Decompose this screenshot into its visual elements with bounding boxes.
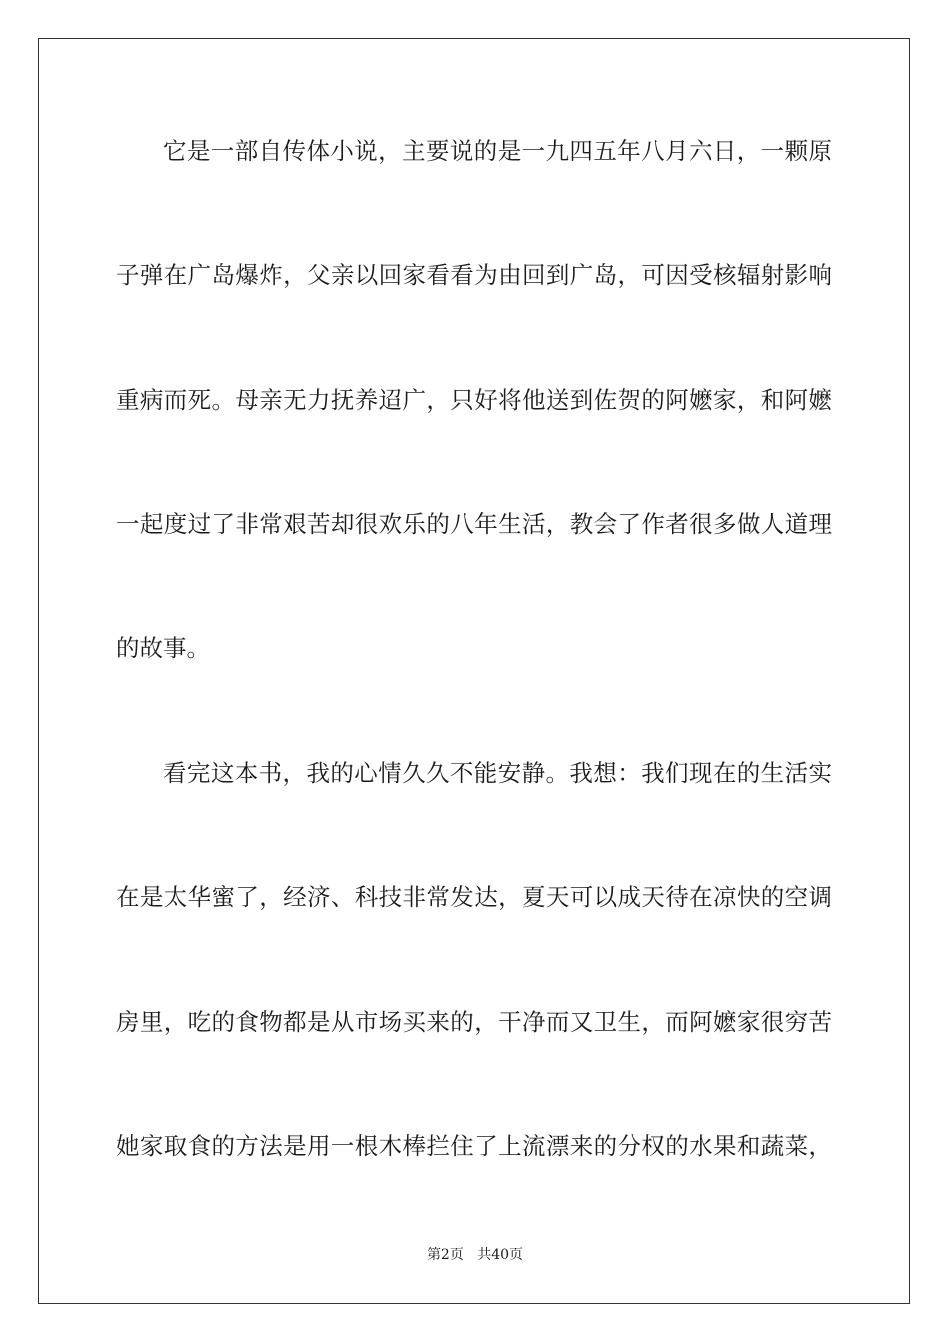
paragraph-2-line-1: 看完这本书，我的心情久久不能安静。我想：我们现在的生活实 — [163, 759, 832, 787]
page-number: 第2页 — [426, 1247, 464, 1263]
paragraph-2-line-3: 房里，吃的食物都是从市场买来的，干净而又卫生，而阿嬷家很穷苦 — [116, 1008, 832, 1036]
page-footer — [0, 1246, 950, 1264]
paragraph-2-line-2: 在是太华蜜了，经济、科技非常发达，夏天可以成天待在凉快的空调 — [116, 883, 832, 911]
paragraph-1-line-2: 子弹在广岛爆炸，父亲以回家看看为由回到广岛，可因受核辐射影响 — [116, 261, 832, 289]
paragraph-1-line-4: 一起度过了非常艰苦却很欢乐的八年生活，教会了作者很多做人道理 — [116, 510, 832, 538]
paragraph-1-line-1: 它是一部自传体小说，主要说的是一九四五年八月六日，一颗原 — [163, 137, 832, 165]
paragraph-1-line-5: 的故事。 — [116, 634, 210, 662]
page-frame — [38, 38, 910, 1304]
paragraph-1-line-3: 重病而死。母亲无力抚养迢广，只好将他送到佐贺的阿嬷家，和阿嬷 — [116, 386, 832, 414]
paragraph-2-line-4: 她家取食的方法是用一根木棒拦住了上流漂来的分权的水果和蔬菜， — [116, 1132, 832, 1160]
total-pages: 共40页 — [477, 1247, 524, 1263]
